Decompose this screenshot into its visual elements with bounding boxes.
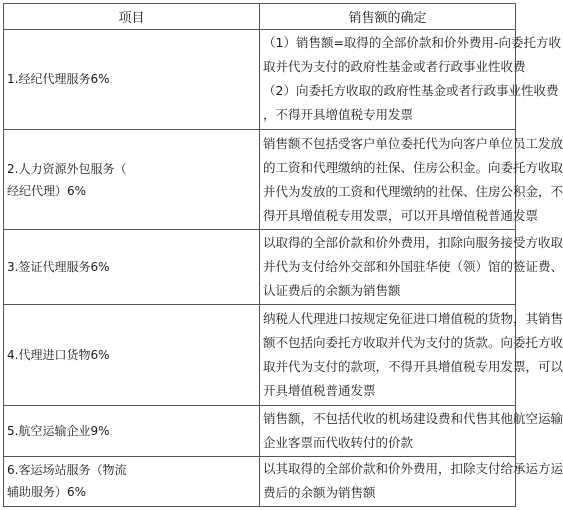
item-text: 4.代理进口货物6%: [7, 348, 110, 363]
table-row: [4, 129, 516, 230]
desc-text: （1）销售额=取得的全部价款和价外费用-向委托方收: [263, 35, 561, 51]
desc-text: （2）向委托方收取的政府性基金或者行政事业性收费: [263, 83, 559, 99]
item-cell: [4, 456, 260, 506]
item-text: 5.航空运输企业9%: [7, 423, 110, 438]
desc-text: 认证费后的余额为销售额: [263, 283, 401, 299]
item-text: 辅助服务）6%: [7, 485, 87, 500]
desc-cell: [260, 30, 561, 130]
desc-text: 并代为发放的工资和代理缴纳的社保、住房公积金，不: [263, 183, 563, 199]
table-row: [4, 305, 516, 406]
desc-cell: [260, 456, 563, 506]
desc-text: 并代为支付给外交部和外国驻华使（领）馆的签证费、: [263, 259, 563, 275]
item-text: 2.人力资源外包服务（: [7, 161, 127, 176]
table-row: [4, 230, 516, 305]
desc-cell: [260, 406, 563, 456]
desc-cell: [260, 230, 563, 305]
header-sales-determination: 销售额的确定: [260, 4, 516, 30]
header-item: 项目: [4, 4, 260, 30]
item-cell: [4, 230, 260, 305]
desc-text: 销售额不包括受客户单位委托代为向客户单位员工发放: [263, 135, 563, 151]
desc-text: 以其取得的全部价款和价外费用，扣除支付给承运方运: [263, 461, 563, 477]
desc-cell: [260, 129, 563, 230]
item-text: 3.签证代理服务6%: [7, 260, 110, 275]
desc-text: 额不包括向委托方收取并代为支付的货款。向委托方收: [263, 335, 563, 351]
desc-cell: [260, 305, 563, 406]
desc-text: ，不得开具增值税专用发票: [263, 107, 414, 123]
desc-text: 费后的余额为销售额: [263, 485, 376, 501]
desc-text: 取并代为支付的政府性基金或者行政事业性收费: [263, 59, 526, 75]
item-cell: [4, 305, 260, 406]
header-row: [4, 4, 516, 30]
desc-text: 以取得的全部价款和价外费用，扣除向服务接受方收取: [263, 235, 563, 251]
desc-text: 的工资和代理缴纳的社保、住房公积金。向委托方收取: [263, 159, 563, 175]
desc-text: 取并代为支付的款项，不得开具增值税专用发票，可以: [263, 359, 563, 375]
item-text: 经纪代理）6%: [7, 183, 87, 198]
sales-amount-table: [3, 3, 563, 507]
table-row: [4, 30, 516, 130]
desc-text: 企业客票而代收转付的价款: [263, 434, 414, 450]
item-text: 6.客运场站服务（物流: [7, 463, 127, 478]
item-cell: [4, 129, 260, 230]
item-cell: [4, 30, 260, 130]
desc-text: 开具增值税普通发票: [263, 383, 376, 399]
table-row: [4, 406, 516, 456]
table-row: [4, 456, 516, 506]
desc-text: 纳税人代理进口按规定免征进口增值税的货物，其销售: [263, 311, 563, 327]
desc-text: 得开具增值税专用发票，可以开具增值税普通发票: [263, 207, 539, 223]
item-text: 1.经纪代理服务6%: [7, 72, 110, 87]
desc-text: 销售额，不包括代收的机场建设费和代售其他航空运输: [263, 410, 563, 426]
item-cell: [4, 406, 260, 456]
